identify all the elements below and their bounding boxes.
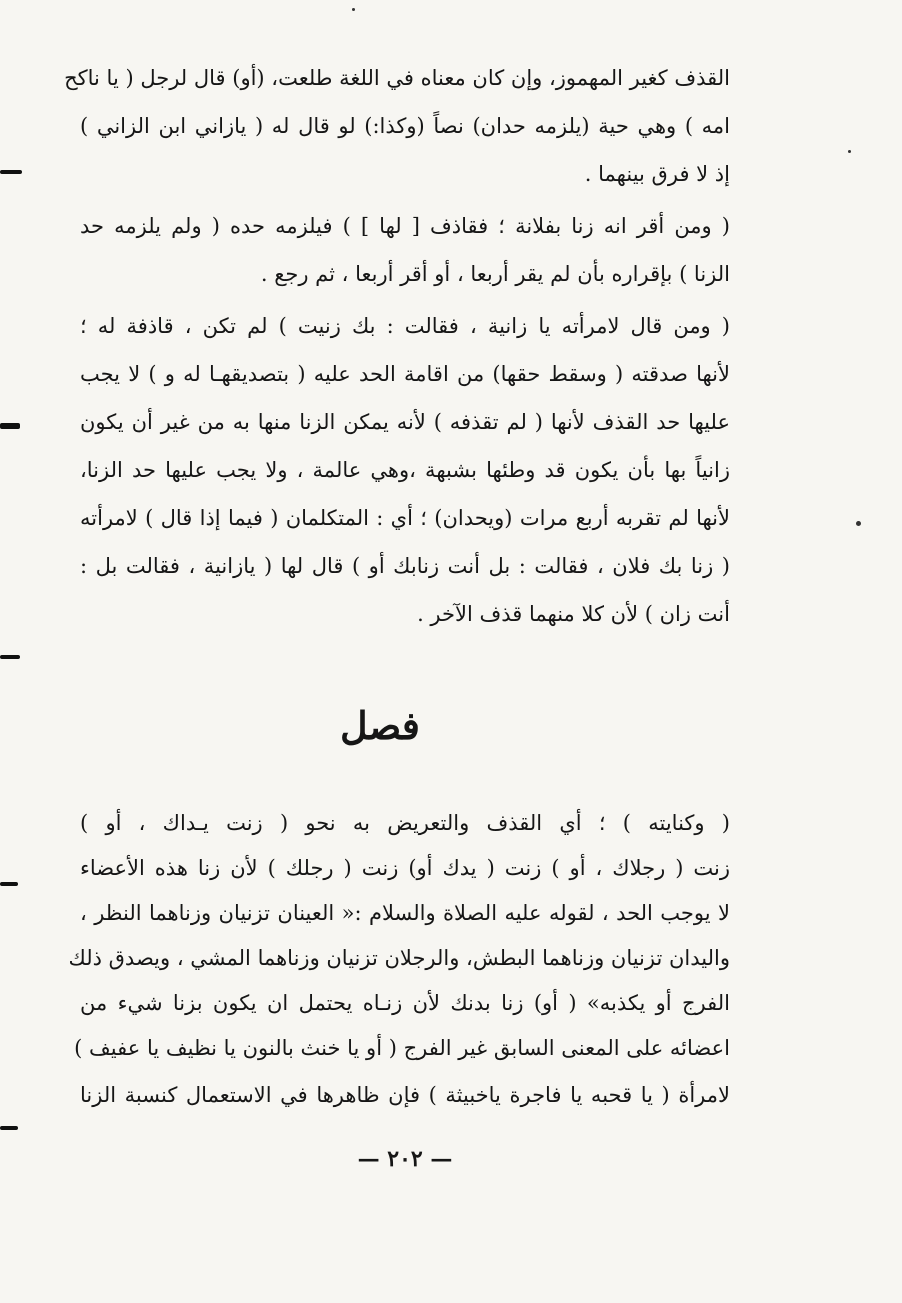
text-line: ( زنا بك فلان ، فقالت : بل أنت زنابك أو ) قال لها ( يازانية ، فقالت بل : bbox=[80, 554, 730, 578]
text-line: لأنها لم تقربه أربع مرات (ويحدان) ؛ أي : المتكلمان ( فيما إذا قال ) لامرأته bbox=[80, 506, 730, 530]
text-line: ( ومن أقر انه زنا بفلانة ؛ فقاذف [ لها ] ) فيلزمه حده ( ولم يلزمه حد bbox=[80, 214, 730, 238]
text-line: الفرج أو يكذبه» ( أو) زنا بدنك لأن زنـاه يحتمل ان يكون بزنا شيء من bbox=[80, 991, 730, 1015]
text-line: زنت ( رجلاك ، أو ) زنت ( يدك أو) زنت ( رجلك ) لأن زنا هذه الأعضاء bbox=[80, 856, 730, 880]
text-line: لأنها صدقته ( وسقط حقها) من اقامة الحد عليه ( بتصديقهـا له و ) لا يجب bbox=[80, 362, 730, 386]
page-number: — ٢٠٢ — bbox=[357, 1146, 453, 1172]
binding-mark bbox=[0, 170, 22, 174]
text-line: ( وكنايته ) ؛ أي القذف والتعريض به نحو ( زنت يـداك ، أو ) bbox=[80, 811, 730, 835]
text-line: لا يوجب الحد ، لقوله عليه الصلاة والسلام :« العينان تزنيان وزناهما النظر ، bbox=[80, 901, 730, 925]
binding-mark bbox=[0, 423, 20, 429]
section-heading: فصل bbox=[340, 703, 420, 748]
text-line: القذف كغير المهموز، وإن كان معناه في اللغة طلعت، (أو) قال لرجل ( يا ناكح bbox=[64, 66, 730, 90]
text-line: اعضائه على المعنى السابق غير الفرج ( أو يا خنث بالنون يا نظيف يا عفيف ) bbox=[74, 1036, 730, 1060]
scan-speck bbox=[856, 521, 861, 526]
text-line: لامرأة ( يا قحبه يا فاجرة ياخبيثة ) فإن ظاهرها في الاستعمال كنسبة الزنا bbox=[80, 1083, 730, 1107]
text-line: واليدان تزنيان وزناهما البطش، والرجلان تزنيان وزناهما المشي ، ويصدق ذلك bbox=[68, 946, 730, 970]
text-line: عليها حد القذف لأنها ( لم تقذفه ) لأنه يمكن الزنا منها به من غير أن يكون bbox=[80, 410, 730, 434]
text-line: أنت زان ) لأن كلا منهما قذف الآخر . bbox=[417, 602, 730, 626]
text-line: ( ومن قال لامرأته يا زانية ، فقالت : بك زنيت ) لم تكن ، قاذفة له ؛ bbox=[80, 314, 730, 338]
binding-mark bbox=[0, 655, 20, 659]
binding-mark bbox=[0, 1126, 18, 1130]
binding-mark bbox=[0, 882, 18, 886]
text-line: زانياً بها بأن يكون قد وطئها بشبهة ،وهي عالمة ، ولا يجب عليها حد الزنا، bbox=[80, 458, 730, 482]
text-line: الزنا ) بإقراره بأن لم يقر أربعا ، أو أقر أربعا ، ثم رجع . bbox=[260, 262, 730, 286]
scan-speck bbox=[848, 150, 851, 153]
text-line: امه ) وهي حية (يلزمه حدان) نصاً (وكذا:) لو قال له ( يازاني ابن الزاني ) bbox=[80, 114, 730, 138]
scan-speck bbox=[352, 8, 355, 11]
text-line: إذ لا فرق بينهما . bbox=[584, 162, 730, 186]
